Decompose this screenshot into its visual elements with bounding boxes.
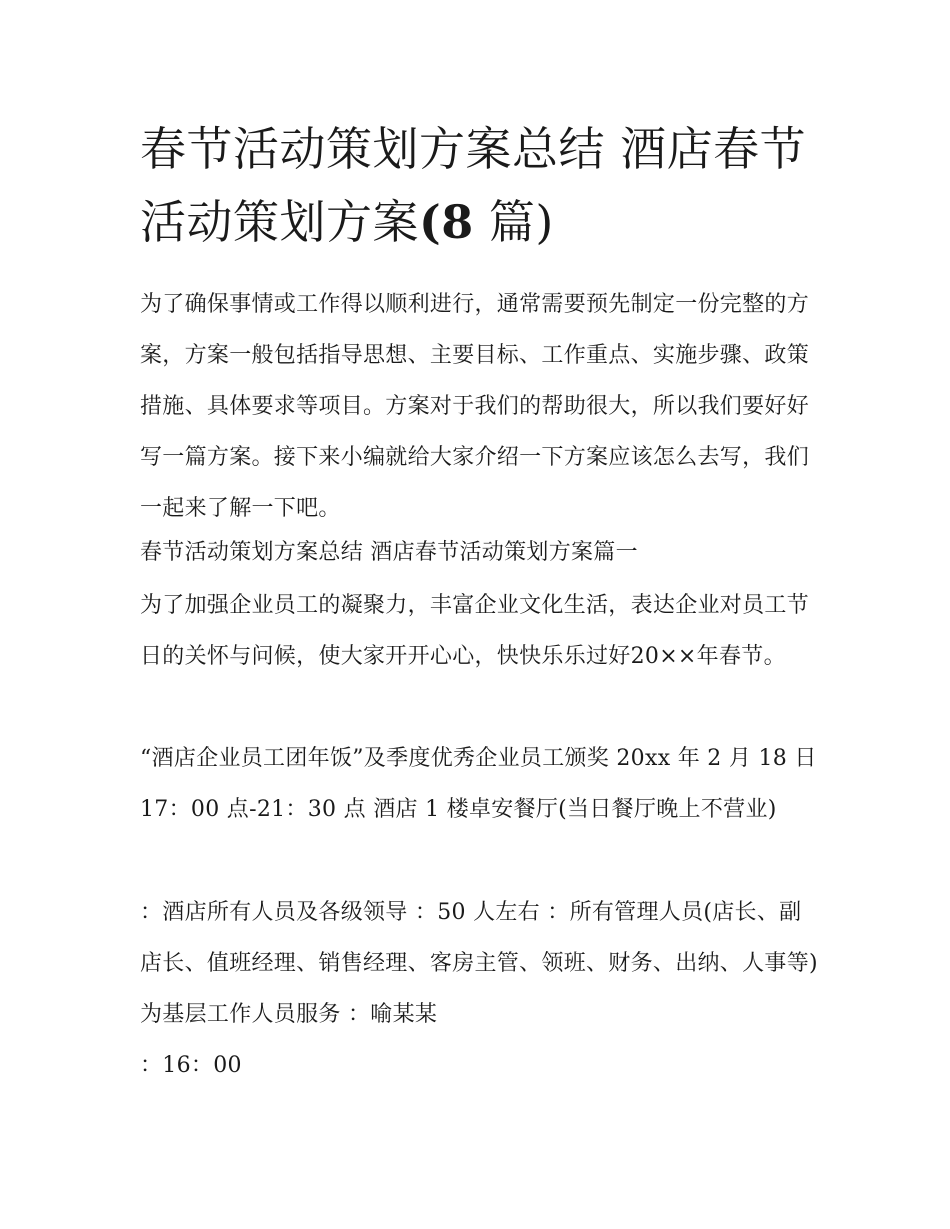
section-heading: 春节活动策划方案总结 酒店春节活动策划方案篇一 <box>140 540 638 565</box>
title-count: (8 <box>419 195 474 249</box>
body-paragraph-purpose: 为了加强企业员工的凝聚力，丰富企业文化生活，表达企业对员工节日的关怀与问候，使大家开开心心，快快乐乐过好20××年春节。 <box>140 593 810 669</box>
document-title <box>140 113 820 259</box>
body-paragraph-event-time-place: “酒店企业员工团年饭”及季度优秀企业员工颁奖 20xx 年 2 月 18 日 17：00 点-21：30 点 酒店 1 楼卓安餐厅(当日餐厅晚上不营业) <box>140 746 817 822</box>
intro-paragraph: 为了确保事情或工作得以顺利进行，通常需要预先制定一份完整的方案，方案一般包括指导思想、主要目标、工作重点、实施步骤、政策措施、具体要求等项目。方案对于我们的帮助很大，所以我们要好好写一篇方案。接下来小编就给大家介绍一下方案应该怎么去写，我们一起来了解一下吧。 <box>140 292 810 521</box>
body-paragraph-time: ：16：00 <box>140 1053 242 1078</box>
title-text: 春节活动策划方案总结 酒店春节活动策划方案 <box>140 122 807 249</box>
body-paragraph-participants: ：酒店所有人员及各级领导 ：50 人左右 ：所有管理人员(店长、副店长、值班经理、销售经理、客房主管、领班、财务、出纳、人事等)为基层工作人员服务 ：喻某某 <box>140 900 818 1027</box>
title-unit: 篇) <box>473 195 554 249</box>
